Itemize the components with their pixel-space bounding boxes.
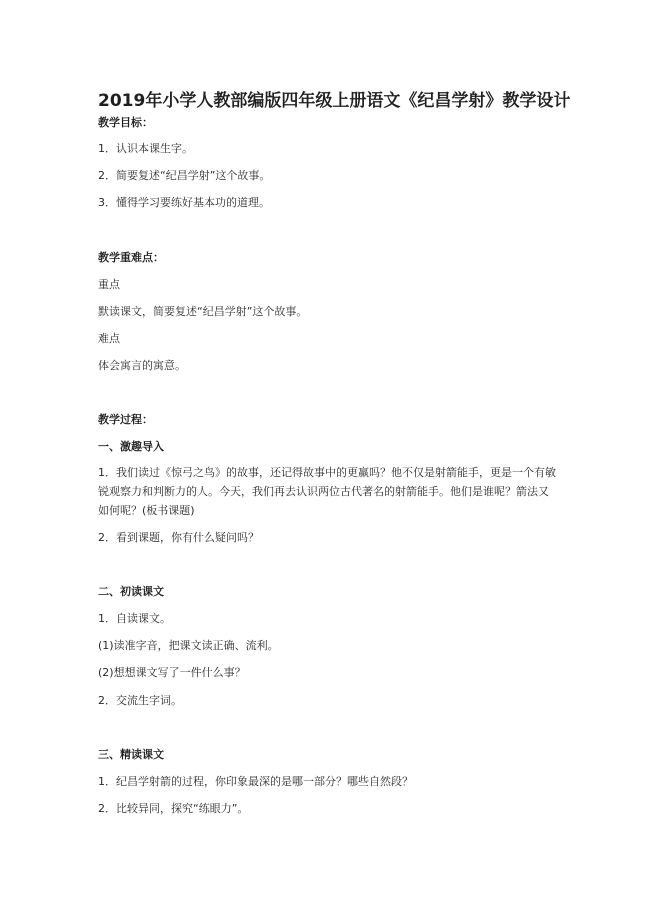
- difficulty-label: 难点: [98, 332, 120, 345]
- key-points-heading: 教学重难点：: [98, 251, 164, 264]
- document-title: 2019年小学人教部编版四年级上册语文《纪昌学射》教学设计: [98, 91, 571, 111]
- difficulty-text: 体会寓言的寓意。: [98, 359, 186, 372]
- section1-item-2: 2．看到课题，你有什么疑问吗？: [98, 531, 259, 544]
- section1-item-1: 1．我们读过《惊弓之鸟》的故事，还记得故事中的更羸吗？他不仅是射箭能手，更是一个有敏锐观察力和判断力的人。今天，我们再去认识两位古代著名的射箭能手。他们是谁呢？箭法又如何呢？(板书课题): [98, 466, 556, 517]
- goal-item-1: 1．认识本课生字。: [98, 142, 193, 155]
- section2-item-1a: (1)读准字音，把课文读正确、流利。: [98, 639, 279, 652]
- section2-item-1b: (2)想想课文写了一件什么事？: [98, 666, 246, 679]
- process-heading: 教学过程：: [98, 413, 153, 426]
- goals-heading: 教学目标：: [98, 116, 153, 129]
- section3-item-1: 1．纪昌学射箭的过程，你印象最深的是哪一部分？哪些自然段？: [98, 775, 413, 788]
- key-label: 重点: [98, 278, 120, 291]
- section1-heading: 一、激趣导入: [98, 440, 164, 453]
- section2-item-1: 1．自读课文。: [98, 612, 171, 625]
- section3-item-2: 2．比较异同，探究“练眼力”。: [98, 802, 249, 815]
- section2-heading: 二、初读课文: [98, 585, 164, 598]
- section3-heading: 三、精读课文: [98, 748, 164, 761]
- section2-item-2: 2．交流生字词。: [98, 694, 182, 707]
- goal-item-3: 3．懂得学习要练好基本功的道理。: [98, 196, 270, 209]
- goal-item-2: 2．简要复述“纪昌学射”这个故事。: [98, 169, 271, 182]
- key-text: 默读课文，简要复述“纪昌学射”这个故事。: [98, 305, 308, 318]
